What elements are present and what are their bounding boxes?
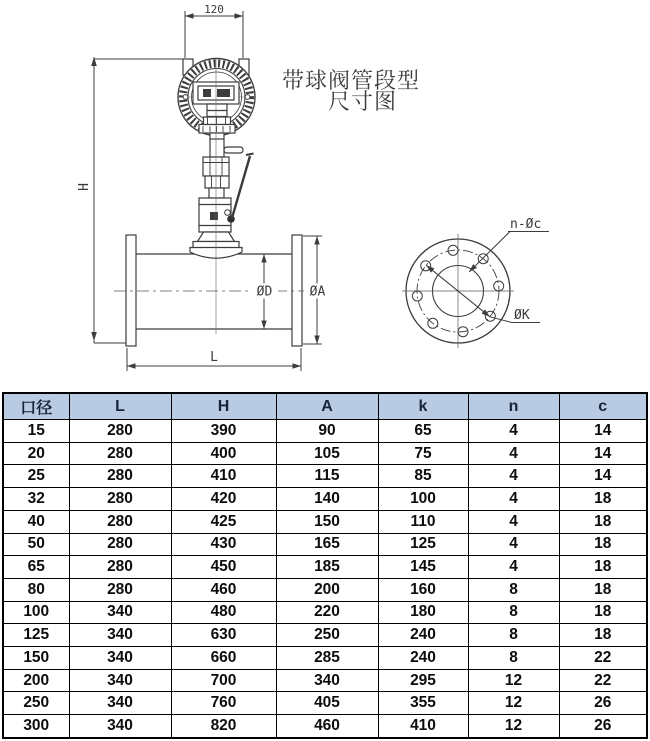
table-cell: 14 <box>559 465 647 488</box>
table-cell: 100 <box>3 601 69 624</box>
table-cell: 280 <box>69 556 171 579</box>
flange-bolt-circle-label: ØK <box>514 308 530 323</box>
table-cell: 75 <box>378 442 468 465</box>
table-cell: 145 <box>378 556 468 579</box>
table-cell: 820 <box>171 715 276 738</box>
table-cell: 280 <box>69 578 171 601</box>
table-cell: 125 <box>3 624 69 647</box>
table-row <box>3 420 647 443</box>
table-cell: 660 <box>171 647 276 670</box>
table-cell: 410 <box>378 715 468 738</box>
column-header: k <box>378 393 468 420</box>
left-flange <box>126 235 136 346</box>
drawing-title <box>282 70 452 112</box>
table-cell: 90 <box>276 420 378 443</box>
column-header: A <box>276 393 378 420</box>
table-row <box>3 533 647 556</box>
table-cell: 150 <box>3 647 69 670</box>
table-cell: 110 <box>378 510 468 533</box>
table-cell: 65 <box>378 420 468 443</box>
flange-bolt-holes-label: n-Øc <box>510 217 542 232</box>
table-cell: 8 <box>468 578 559 601</box>
table-cell: 18 <box>559 488 647 511</box>
dim-h-label: H <box>77 183 92 191</box>
drawing-title-line1: 带球阀管段型 <box>282 68 421 93</box>
table-cell: 4 <box>468 556 559 579</box>
table-cell: 8 <box>468 601 559 624</box>
table-cell: 4 <box>468 442 559 465</box>
table-cell: 280 <box>69 465 171 488</box>
table-cell: 450 <box>171 556 276 579</box>
table-row <box>3 442 647 465</box>
table-cell: 355 <box>378 692 468 715</box>
table-cell: 340 <box>276 669 378 692</box>
column-header: 口径 <box>3 393 69 420</box>
table-cell: 12 <box>468 692 559 715</box>
table-cell: 410 <box>171 465 276 488</box>
table-cell: 8 <box>468 647 559 670</box>
table-row <box>3 578 647 601</box>
column-header: L <box>69 393 171 420</box>
table-cell: 18 <box>559 556 647 579</box>
table-row <box>3 715 647 738</box>
table-cell: 4 <box>468 465 559 488</box>
table-cell: 12 <box>468 715 559 738</box>
table-cell: 295 <box>378 669 468 692</box>
table-row <box>3 465 647 488</box>
table-row <box>3 669 647 692</box>
dim-l-label: L <box>210 350 218 365</box>
table-cell: 405 <box>276 692 378 715</box>
table-cell: 420 <box>171 488 276 511</box>
table-cell: 100 <box>378 488 468 511</box>
table-cell: 22 <box>559 669 647 692</box>
column-header: H <box>171 393 276 420</box>
table-cell: 250 <box>276 624 378 647</box>
table-cell: 280 <box>69 420 171 443</box>
table-cell: 14 <box>559 442 647 465</box>
table-cell: 18 <box>559 533 647 556</box>
table-cell: 340 <box>69 601 171 624</box>
table-header-row <box>3 393 647 420</box>
table-cell: 240 <box>378 624 468 647</box>
table-cell: 340 <box>69 647 171 670</box>
table-cell: 32 <box>3 488 69 511</box>
table-cell: 4 <box>468 533 559 556</box>
table-cell: 4 <box>468 488 559 511</box>
table-cell: 425 <box>171 510 276 533</box>
dim-height <box>91 57 190 343</box>
table-cell: 630 <box>171 624 276 647</box>
flow-meter-front-view <box>178 59 255 249</box>
table-cell: 280 <box>69 442 171 465</box>
table-cell: 280 <box>69 510 171 533</box>
table-cell: 160 <box>378 578 468 601</box>
table-row <box>3 510 647 533</box>
table-cell: 18 <box>559 578 647 601</box>
table-cell: 165 <box>276 533 378 556</box>
table-cell: 280 <box>69 533 171 556</box>
table-cell: 105 <box>276 442 378 465</box>
table-cell: 20 <box>3 442 69 465</box>
table-cell: 340 <box>69 692 171 715</box>
dim-d-label: ØD <box>256 284 273 300</box>
dim-120-label: 120 <box>204 3 224 16</box>
table-cell: 700 <box>171 669 276 692</box>
table-row <box>3 556 647 579</box>
table-body <box>3 420 647 739</box>
dimension-table <box>2 392 648 739</box>
table-cell: 4 <box>468 420 559 443</box>
table-head <box>3 393 647 420</box>
head-screw-left <box>183 95 188 100</box>
table-cell: 220 <box>276 601 378 624</box>
table-cell: 18 <box>559 624 647 647</box>
table-cell: 460 <box>171 578 276 601</box>
table-cell: 115 <box>276 465 378 488</box>
table-cell: 180 <box>378 601 468 624</box>
dim-a-label: ØA <box>309 284 326 300</box>
column-header: c <box>559 393 647 420</box>
table-cell: 8 <box>468 624 559 647</box>
stem-lever <box>224 147 243 153</box>
table-cell: 85 <box>378 465 468 488</box>
table-cell: 285 <box>276 647 378 670</box>
table-cell: 340 <box>69 715 171 738</box>
table-cell: 25 <box>3 465 69 488</box>
table-cell: 50 <box>3 533 69 556</box>
table-cell: 250 <box>3 692 69 715</box>
table-cell: 15 <box>3 420 69 443</box>
table-row <box>3 488 647 511</box>
dim-top-width <box>185 11 243 58</box>
column-header: n <box>468 393 559 420</box>
valve-handle <box>232 154 254 219</box>
table-cell: 40 <box>3 510 69 533</box>
table-cell: 480 <box>171 601 276 624</box>
table-row <box>3 692 647 715</box>
table-cell: 125 <box>378 533 468 556</box>
table-cell: 14 <box>559 420 647 443</box>
table-cell: 150 <box>276 510 378 533</box>
head-screw-right <box>245 95 250 100</box>
table-cell: 18 <box>559 510 647 533</box>
drawing-title-line2: 尺寸图 <box>328 89 398 114</box>
flange-face-view <box>402 232 549 349</box>
table-cell: 12 <box>468 669 559 692</box>
table-cell: 18 <box>559 601 647 624</box>
table-cell: 340 <box>69 624 171 647</box>
table-row <box>3 601 647 624</box>
table-cell: 185 <box>276 556 378 579</box>
table-cell: 80 <box>3 578 69 601</box>
table-cell: 280 <box>69 488 171 511</box>
table-cell: 300 <box>3 715 69 738</box>
table-cell: 760 <box>171 692 276 715</box>
table-cell: 340 <box>69 669 171 692</box>
table-row <box>3 624 647 647</box>
table-cell: 140 <box>276 488 378 511</box>
right-flange <box>292 235 302 346</box>
table-cell: 200 <box>3 669 69 692</box>
table-cell: 460 <box>276 715 378 738</box>
table-cell: 65 <box>3 556 69 579</box>
table-row <box>3 647 647 670</box>
table-cell: 4 <box>468 510 559 533</box>
table-cell: 430 <box>171 533 276 556</box>
table-cell: 22 <box>559 647 647 670</box>
table-cell: 200 <box>276 578 378 601</box>
table-cell: 400 <box>171 442 276 465</box>
table-cell: 26 <box>559 692 647 715</box>
table-cell: 26 <box>559 715 647 738</box>
ball-valve-body <box>199 198 235 232</box>
table-cell: 240 <box>378 647 468 670</box>
table-cell: 390 <box>171 420 276 443</box>
